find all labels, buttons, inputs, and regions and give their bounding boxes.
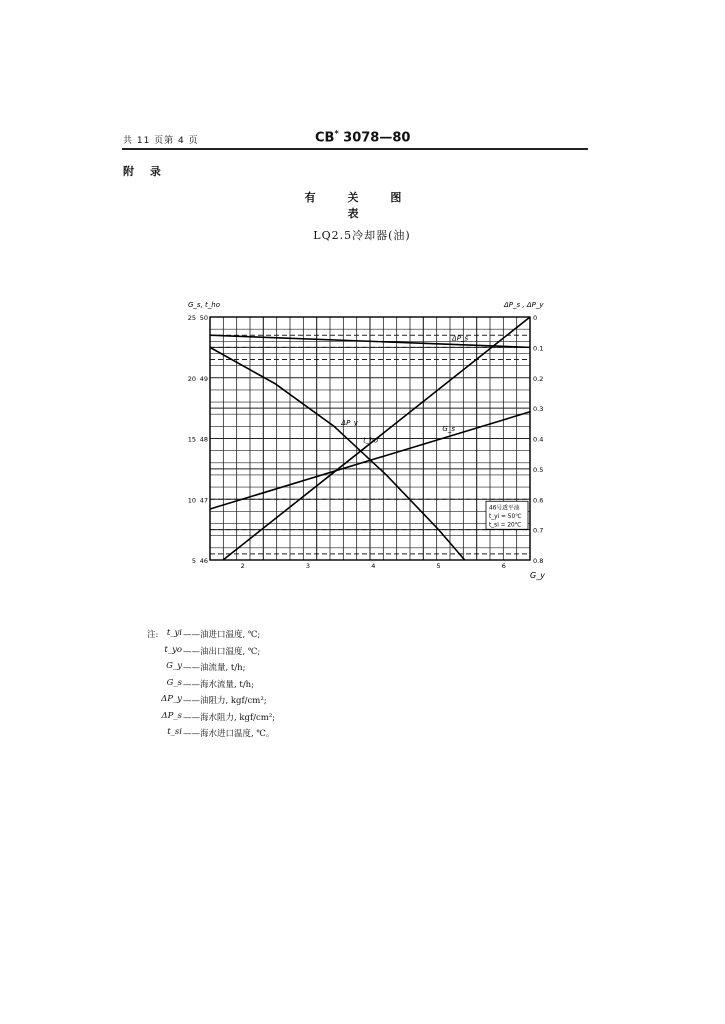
section-title: 有 关 图 表	[304, 191, 416, 220]
left-axis-t-tick: 49	[199, 374, 208, 383]
left-axis-t-tick: 46	[199, 557, 208, 565]
right-axis-label: ΔP_s , ΔP_y	[504, 301, 544, 309]
series-label: ΔP_s	[452, 334, 469, 343]
chart-labels	[188, 301, 545, 580]
series-label: ΔP_y	[341, 419, 358, 428]
left-axis-label: G_s, t_ho	[188, 301, 220, 309]
left-axis-t-tick: 48	[199, 435, 208, 444]
note-symbol: ΔP_s	[161, 710, 182, 721]
right-axis-tick: 0.4	[533, 435, 544, 444]
left-axis-gs-tick: 10	[187, 496, 196, 505]
series-label: t_ho	[363, 436, 379, 445]
cooler-performance-chart	[170, 290, 560, 590]
note-symbol: G_s	[166, 677, 182, 688]
right-axis-tick: 0.1	[533, 344, 544, 353]
note-symbol: t_yo	[164, 644, 182, 655]
note-description: ——海水流量, t/h;	[183, 679, 255, 690]
conditions-line: t_yi = 50℃	[489, 513, 522, 520]
note-description: ——海水阻力, kgf/cm²;	[183, 712, 276, 723]
x-axis-tick: 2	[240, 562, 245, 570]
right-axis-tick: 0.3	[533, 405, 544, 414]
note-description: ——油出口温度, ℃;	[183, 646, 261, 657]
header-rule	[122, 148, 588, 150]
left-axis-t-tick: 50	[199, 314, 208, 322]
standard-code: CB	[315, 130, 335, 146]
note-description: ——油进口温度, ℃;	[183, 630, 261, 640]
series-label: G_s	[442, 424, 455, 433]
conditions-line: 46号透平油	[489, 505, 520, 512]
x-axis-label: G_y	[530, 571, 545, 580]
chart-title: LQ2.5冷却器(油)	[313, 229, 411, 242]
standard-number	[315, 129, 410, 145]
note-description: ——油流量, t/h;	[183, 663, 246, 673]
note-symbol: t_si	[167, 727, 182, 737]
left-axis-gs-tick: 15	[187, 435, 196, 444]
x-axis-tick: 5	[436, 562, 441, 570]
conditions-line: t_si = 20℃	[489, 522, 522, 529]
x-axis-tick: 6	[501, 562, 506, 570]
note-description: ——海水进口温度, ℃。	[183, 729, 275, 739]
left-axis-t-tick: 47	[199, 496, 208, 505]
note-description: ——油阻力, kgf/cm²;	[183, 696, 267, 706]
left-axis-gs-tick: 25	[187, 314, 196, 322]
left-axis-gs-tick: 5	[191, 557, 196, 565]
appendix-label: 附 录	[123, 165, 167, 178]
standard-code-mark: *	[334, 129, 339, 138]
series-line-p_y	[210, 347, 465, 560]
note-symbol: t_yi	[166, 628, 182, 638]
right-axis-tick: 0.8	[533, 557, 544, 565]
right-axis-tick: 0	[533, 314, 538, 322]
x-axis-tick: 3	[305, 562, 311, 570]
right-axis-tick: 0.2	[533, 374, 544, 383]
right-axis-tick: 0.7	[533, 526, 544, 535]
right-axis-tick: 0.5	[533, 465, 544, 474]
left-axis-gs-tick: 20	[187, 374, 196, 383]
right-axis-tick: 0.6	[533, 496, 544, 505]
note-symbol: G_y	[166, 661, 182, 671]
page-count: 共 11 页第 4 页	[123, 136, 199, 146]
notes-heading: 注:	[147, 630, 159, 640]
standard-id: 3078—80	[343, 130, 411, 146]
note-symbol: ΔP_y	[161, 694, 182, 704]
x-axis-tick: 4	[371, 562, 376, 570]
